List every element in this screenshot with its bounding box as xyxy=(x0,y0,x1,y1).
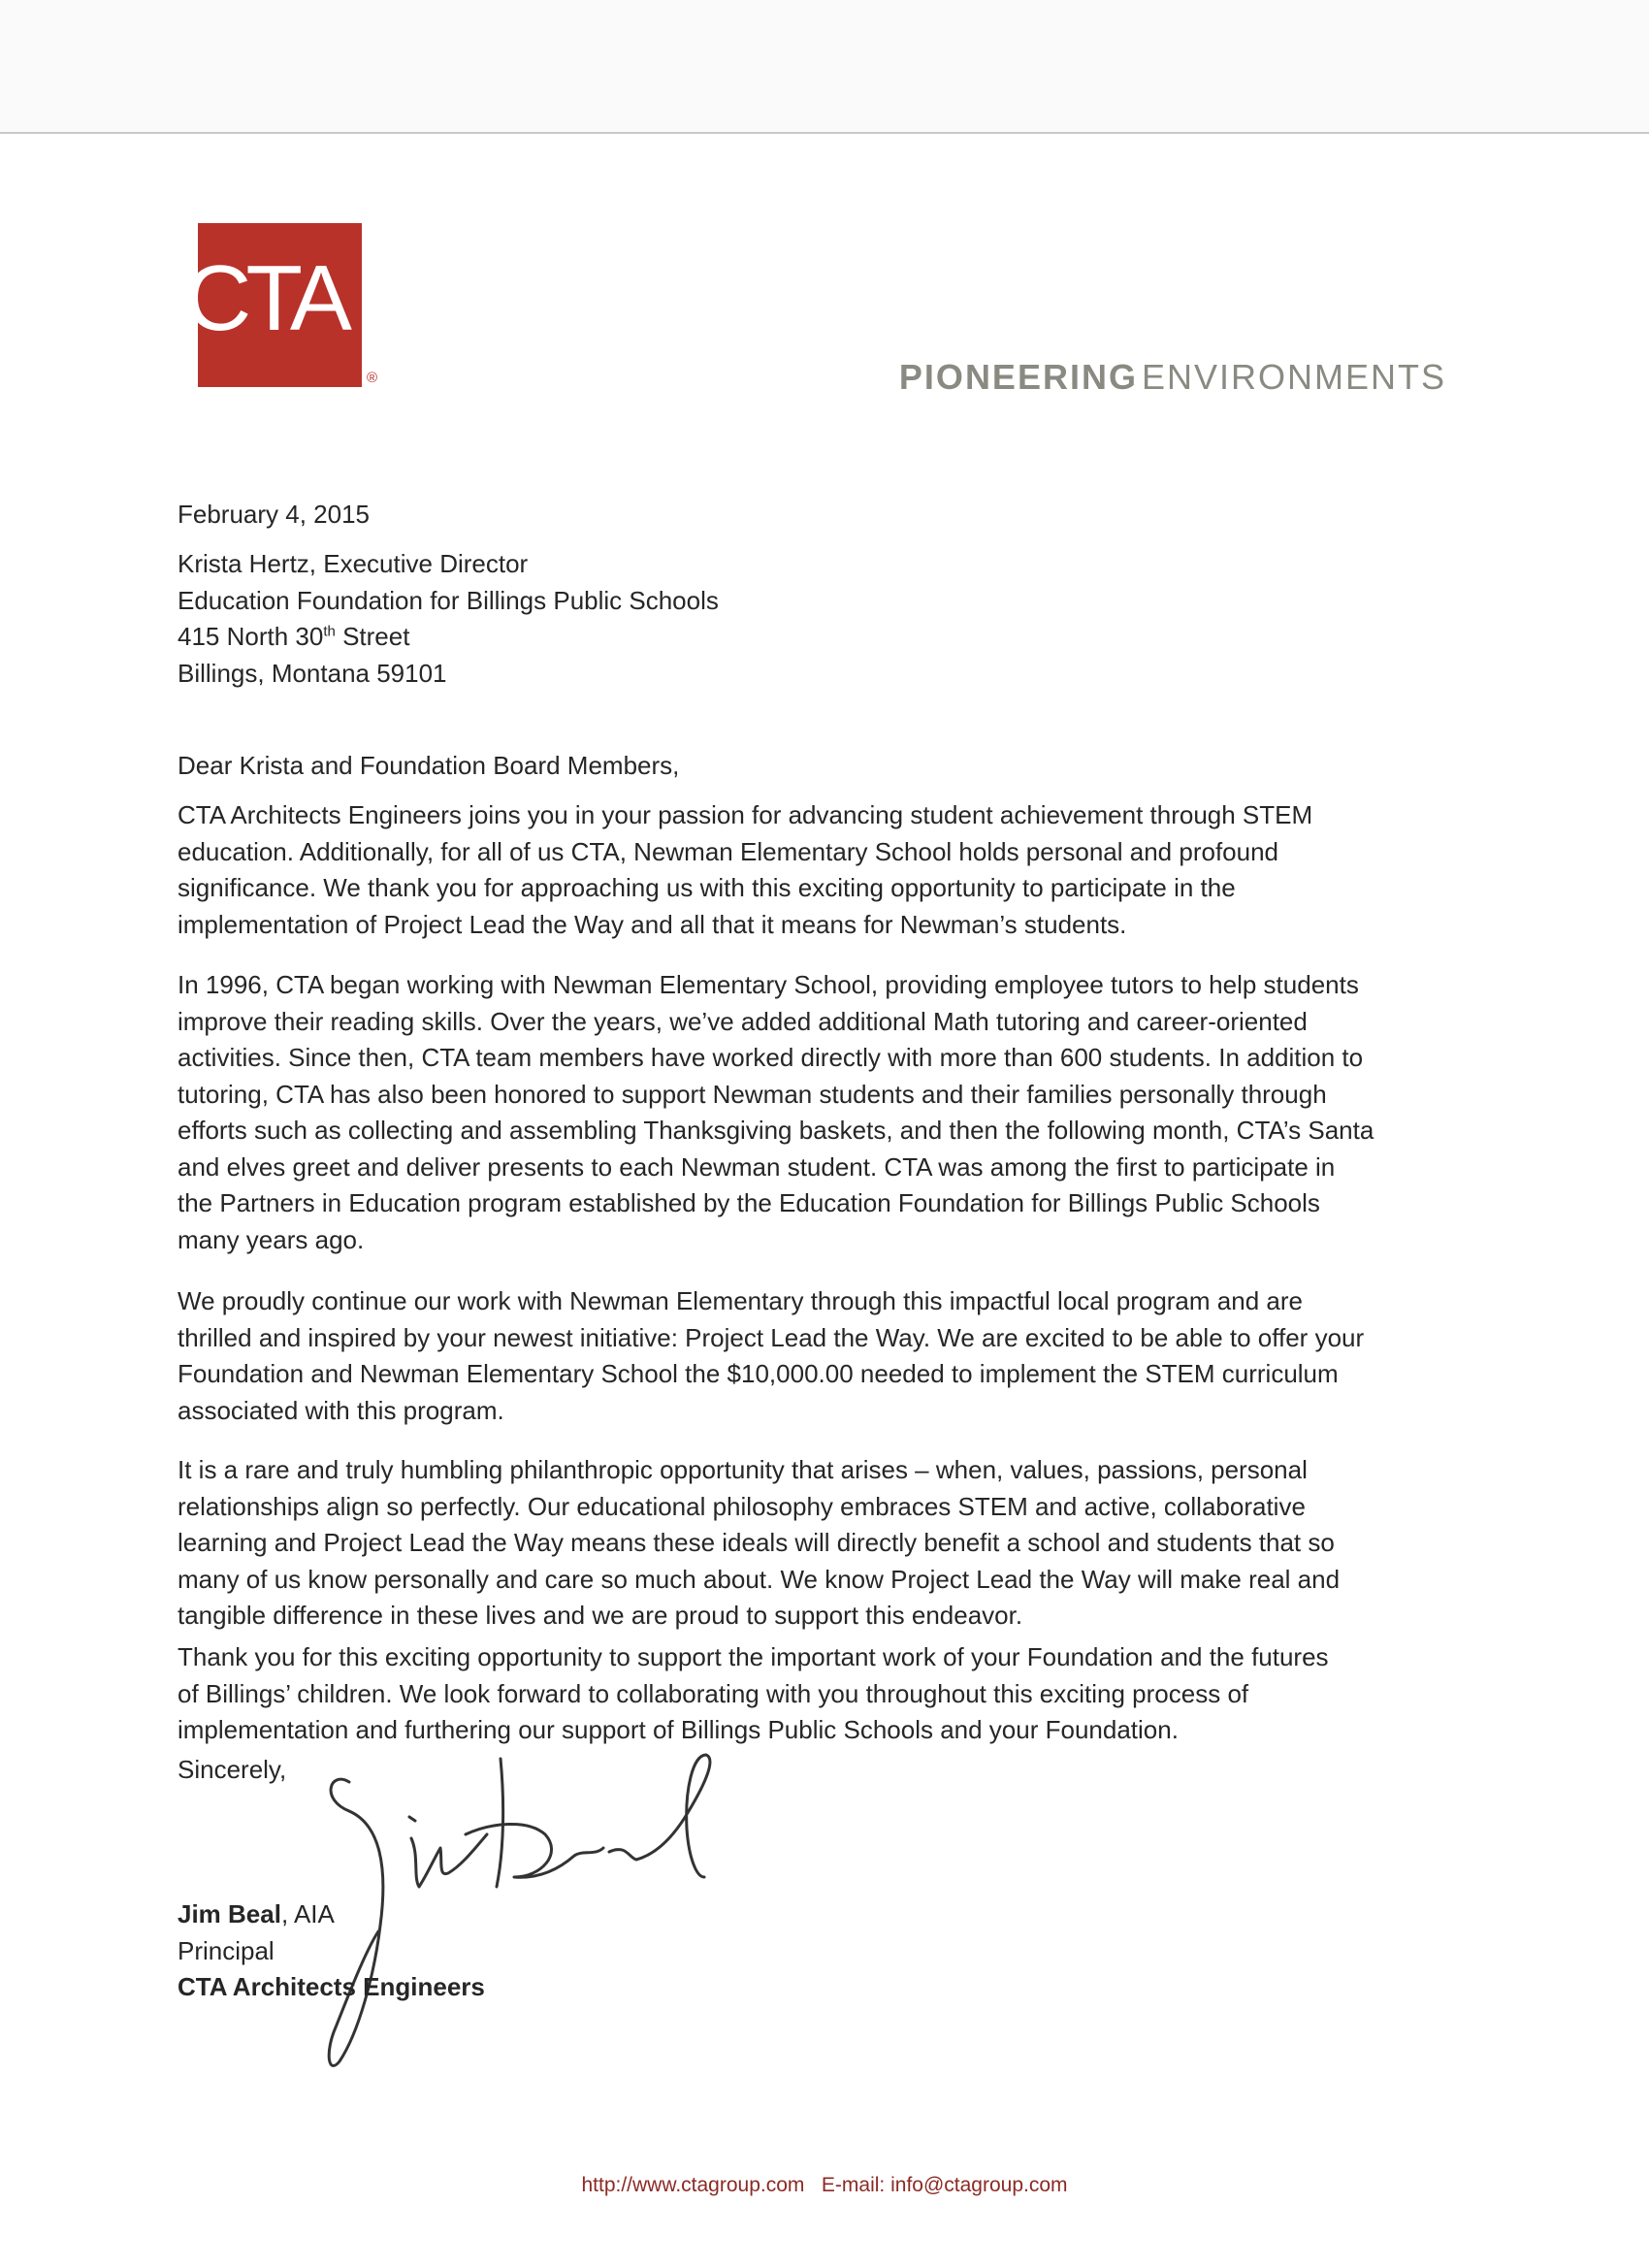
signer-name-line xyxy=(178,1896,1458,1933)
signer-credential: , AIA xyxy=(280,1899,335,1928)
body-paragraph-1 xyxy=(178,797,1458,943)
website-link[interactable]: http://www.ctagroup.com xyxy=(581,2174,805,2196)
paragraph-line: relationships align so perfectly. Our educational philosophy embraces STEM and active, collaborative xyxy=(178,1491,1306,1521)
paragraph-line: significance. We thank you for approaching us with this exciting opportunity to participate in the xyxy=(178,873,1236,902)
paragraph-line: many of us know personally and care so much about. We know Project Lead the Way will make real and xyxy=(178,1564,1341,1594)
signature-block xyxy=(178,1896,1458,2006)
signer-company xyxy=(178,1969,1458,2006)
paragraph-line: efforts such as collecting and assembling Thanksgiving baskets, and then the following month, CTA’s Santa xyxy=(178,1116,1374,1145)
tagline-bold: PIONEERING xyxy=(898,357,1138,397)
paragraph-line: many years ago. xyxy=(178,1224,365,1254)
paragraph-line: the Partners in Education program established by the Education Foundation for Billings Public Schools xyxy=(178,1188,1320,1217)
recipient-address xyxy=(178,546,1458,692)
registered-mark: ® xyxy=(367,370,378,386)
paragraph-line: We proudly continue our work with Newman Elementary through this impactful local program and are xyxy=(178,1286,1303,1315)
paragraph-line: learning and Project Lead the Way means these ideals will directly benefit a school and students that so xyxy=(178,1528,1335,1557)
scan-top-margin xyxy=(0,0,1649,132)
paragraph-line: thrilled and inspired by your newest initiative: Project Lead the Way. We are excited to be able to offer your xyxy=(178,1322,1365,1352)
signer-title: Principal xyxy=(178,1935,275,1965)
paragraph-line: tutoring, CTA has also been honored to support Newman students and their families personally through xyxy=(178,1079,1327,1109)
body-paragraph-5 xyxy=(178,1639,1458,1749)
recipient-name: Krista Hertz, Executive Director xyxy=(178,549,529,578)
paragraph-line: implementation of Project Lead the Way and all that it means for Newman’s students. xyxy=(178,909,1127,939)
recipient-organization: Education Foundation for Billings Public Schools xyxy=(178,585,719,615)
signer-company-name: CTA Architects Engineers xyxy=(178,1972,485,2001)
body-paragraph-4 xyxy=(178,1452,1458,1635)
page-edge-divider xyxy=(0,132,1649,134)
body-paragraph-2 xyxy=(178,967,1458,1258)
paragraph-line: It is a rare and truly humbling philanthropic opportunity that arises – when, values, passions, personal xyxy=(178,1455,1308,1484)
letter-date: February 4, 2015 xyxy=(178,500,371,529)
street-name: Street xyxy=(335,622,410,651)
paragraph-line: implementation and furthering our support of Billings Public Schools and your Foundation. xyxy=(178,1715,1179,1744)
paragraph-line: In 1996, CTA began working with Newman Elementary School, providing employee tutors to help students xyxy=(178,970,1359,999)
email-label: E-mail: xyxy=(821,2174,886,2196)
recipient-street xyxy=(178,619,1458,656)
cta-logo xyxy=(184,223,378,387)
company-tagline xyxy=(899,357,1446,398)
email-link[interactable]: info@ctagroup.com xyxy=(890,2174,1068,2196)
logo-text: CTA xyxy=(184,246,346,350)
paragraph-line: CTA Architects Engineers joins you in your passion for advancing student achievement through STEM xyxy=(178,800,1313,829)
tagline-light: ENVIRONMENTS xyxy=(1141,357,1446,397)
recipient-city: Billings, Montana 59101 xyxy=(178,658,447,688)
body-paragraph-3 xyxy=(178,1283,1458,1429)
paragraph-line: Thank you for this exciting opportunity to support the important work of your Foundation and the futures xyxy=(178,1642,1329,1671)
paragraph-line: activities. Since then, CTA team members have worked directly with more than 600 students. In addition to xyxy=(178,1043,1364,1072)
salutation: Dear Krista and Foundation Board Members, xyxy=(178,751,680,780)
street-number: 415 North 30 xyxy=(178,622,324,651)
signer-name: Jim Beal xyxy=(178,1899,281,1928)
paragraph-line: improve their reading skills. Over the years, we’ve added additional Math tutoring and career-oriented xyxy=(178,1006,1308,1036)
paragraph-line: Foundation and Newman Elementary School the $10,000.00 needed to implement the STEM curriculum xyxy=(178,1359,1339,1388)
paragraph-line: and elves greet and deliver presents to each Newman student. CTA was among the first to participate in xyxy=(178,1151,1336,1182)
letterhead-footer xyxy=(0,2174,1649,2197)
paragraph-line: education. Additionally, for all of us CTA, Newman Elementary School holds personal and profound xyxy=(178,836,1279,866)
paragraph-line: tangible difference in these lives and we are proud to support this endeavor. xyxy=(178,1601,1023,1630)
paragraph-line: of Billings’ children. We look forward to collaborating with you throughout this exciting process of xyxy=(178,1678,1249,1708)
paragraph-line: associated with this program. xyxy=(178,1395,504,1425)
closing: Sincerely, xyxy=(178,1755,287,1784)
street-ordinal: th xyxy=(323,623,336,640)
